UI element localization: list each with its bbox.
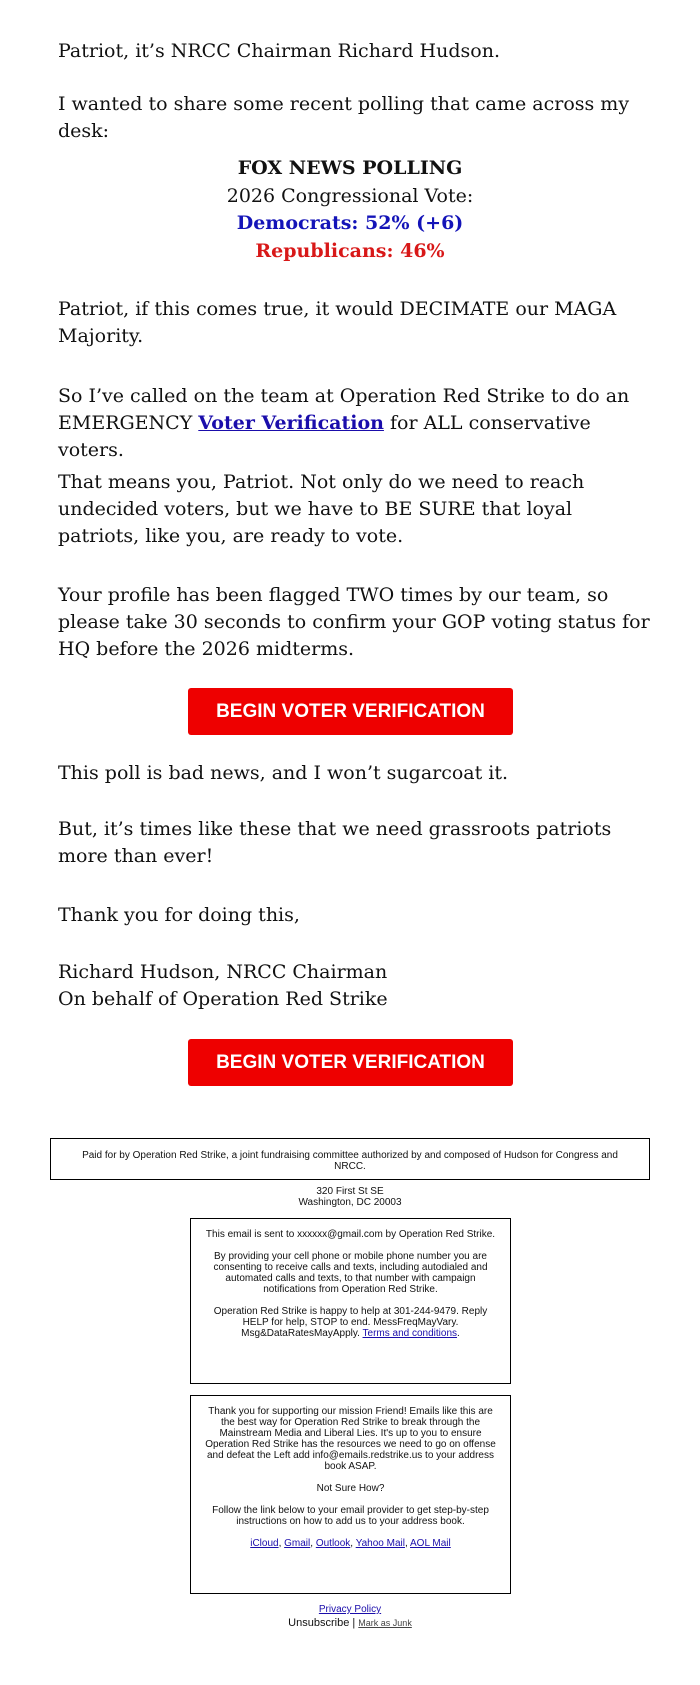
thanks-paragraph: Thank you for doing this, — [58, 904, 300, 926]
terms-link[interactable]: Terms and conditions — [362, 1328, 458, 1339]
help-notice — [203, 1306, 498, 1339]
poll-block — [0, 155, 700, 265]
means-paragraph: That means you, Patriot. Not only do we need to reach undecided voters, but we have to BE SURE that loyal patriots, like you, are ready to vote. — [58, 471, 585, 547]
poll-democrats: Democrats: 52% (+6) — [236, 212, 464, 234]
signature — [58, 959, 658, 1013]
poll-subtitle: 2026 Congressional Vote: — [226, 184, 474, 207]
decimate-paragraph: Patriot, if this comes true, it would DECIMATE our MAGA Majority. — [58, 298, 617, 347]
times-paragraph: But, it’s times like these that we need grassroots patriots more than ever! — [58, 818, 612, 867]
consent-box — [190, 1218, 511, 1384]
mailing-address — [0, 1186, 700, 1208]
provider-link-icloud[interactable]: iCloud — [250, 1538, 279, 1549]
privacy-policy-link[interactable]: Privacy Policy — [318, 1604, 382, 1615]
poll-title: FOX NEWS POLLING — [237, 157, 463, 179]
intro-paragraph: I wanted to share some recent polling that came across my desk: — [58, 93, 630, 142]
provider-link-aol[interactable]: AOL Mail — [410, 1538, 451, 1549]
address-book-box — [190, 1395, 511, 1594]
greeting-paragraph: Patriot, it’s NRCC Chairman Richard Hudson. — [58, 40, 500, 62]
poll-republicans: Republicans: 46% — [255, 239, 445, 262]
paid-for-disclaimer: Paid for by Operation Red Strike, a joint fundraising committee authorized by and composed of Hudson for Congress and NRCC. — [50, 1138, 650, 1180]
consent-notice: By providing your cell phone or mobile phone number you are consenting to receive calls and texts, including autodialed and automated calls and texts, to that number with campaign notifications from Operation Red Strike. — [213, 1251, 488, 1295]
provider-link-yahoo[interactable]: Yahoo Mail — [355, 1538, 405, 1549]
not-sure-heading: Not Sure How? — [316, 1483, 385, 1494]
terms-period: . — [457, 1328, 460, 1339]
emergency-text-end: for ALL conservative voters. — [58, 412, 591, 461]
profile-paragraph: Your profile has been flagged TWO times by our team, so please take 30 seconds to confirm your GOP voting status for HQ before the 2026 midterms. — [58, 584, 650, 660]
sent-to-notice: This email is sent to xxxxxx@gmail.com by Operation Red Strike. — [205, 1229, 496, 1240]
bottom-links — [0, 1604, 700, 1630]
follow-instructions: Follow the link below to your email provider to get step-by-step instructions on how to add us to your address book. — [212, 1505, 489, 1527]
bad-news-paragraph: This poll is bad news, and I won’t sugarcoat it. — [58, 762, 509, 784]
signature-name: Richard Hudson, NRCC Chairman — [58, 961, 388, 983]
help-text: Operation Red Strike is happy to help at 301-244-9479. Reply HELP for help, STOP to end. MessFreqMayVary. Msg&DataRatesMayApply. — [213, 1306, 488, 1339]
begin-verification-button[interactable]: BEGIN VOTER VERIFICATION — [188, 688, 513, 735]
emergency-paragraph — [58, 383, 658, 464]
link-separator: | — [349, 1617, 359, 1629]
emergency-text-start: So I’ve called on the team at Operation Red Strike to do an EMERGENCY — [58, 385, 630, 434]
unsubscribe-text[interactable]: Unsubscribe — [288, 1617, 350, 1629]
provider-link-gmail[interactable]: Gmail — [284, 1538, 311, 1549]
signature-behalf: On behalf of Operation Red Strike — [58, 988, 388, 1010]
address-line-1: 320 First St SE — [316, 1186, 384, 1197]
begin-verification-button-bottom[interactable]: BEGIN VOTER VERIFICATION — [188, 1039, 513, 1086]
provider-links: iCloud, Gmail, Outlook, Yahoo Mail, AOL Mail — [250, 1538, 451, 1549]
address-book-message: Thank you for supporting our mission Friend! Emails like this are the best way for Operation Red Strike to break through the Mainstream Media and Liberal Lies. It's up to you to ensure Operation Red Strike has the resources we need to go on offense and defeat the Left add info@emails.redstrike.us to your address book ASAP. — [205, 1406, 496, 1472]
provider-link-outlook[interactable]: Outlook — [315, 1538, 351, 1549]
voter-verification-link[interactable]: Voter Verification — [198, 412, 384, 434]
mark-as-junk-link[interactable]: Mark as Junk — [358, 1618, 412, 1628]
address-line-2: Washington, DC 20003 — [298, 1197, 402, 1208]
